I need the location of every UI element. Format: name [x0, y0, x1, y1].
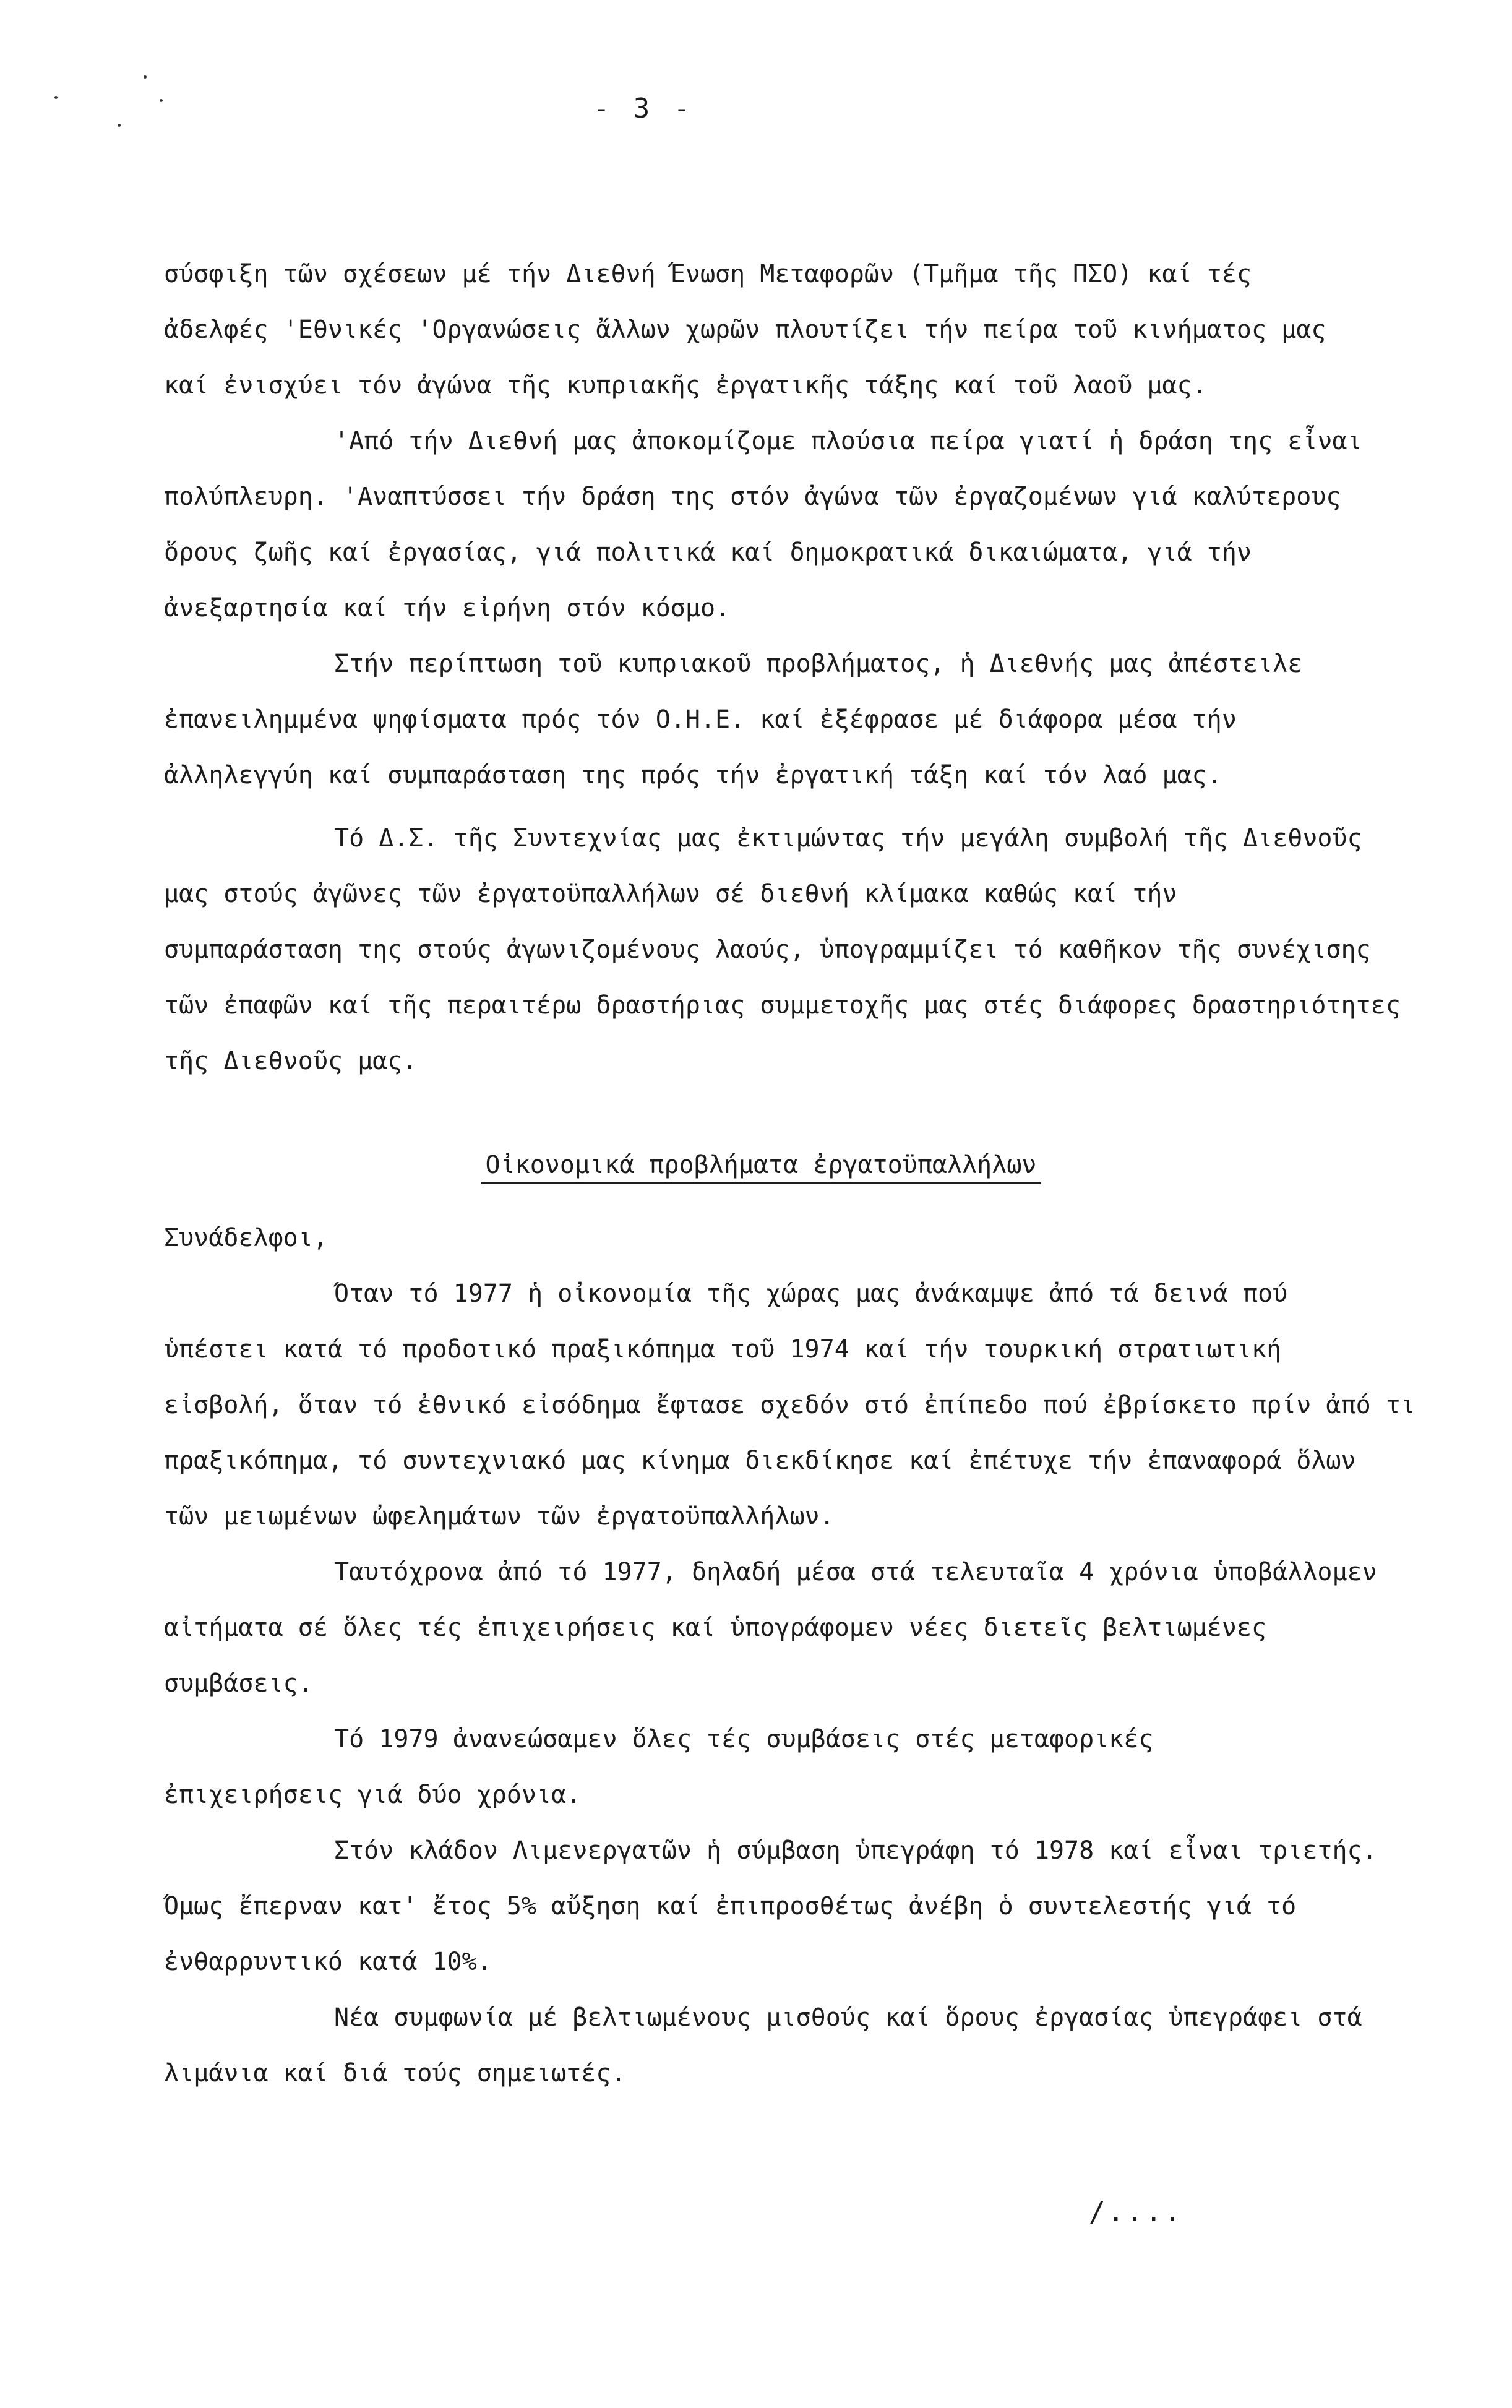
body-text	[164, 246, 1457, 2101]
text-line: ἀδελφές 'Εθνικές 'Οργανώσεις ἄλλων χωρῶν πλουτίζει τήν πείρα τοῦ κινήματος μας	[164, 316, 1326, 344]
text-line: καί ἐνισχύει τόν ἀγώνα τῆς κυπριακῆς ἐργατικῆς τάξης καί τοῦ λαοῦ μας.	[164, 371, 1207, 400]
text-line: λιμάνια καί διά τούς σημειωτές.	[164, 2059, 626, 2088]
text-line: Στόν κλάδον Λιμενεργατῶν ἡ σύμβαση ὑπεγράφη τό 1978 καί εἶναι τριετής.	[334, 1836, 1377, 1865]
text-line: ἀλληλεγγύη καί συμπαράσταση της πρός τήν ἐργατική τάξη καί τόν λαό μας.	[164, 761, 1222, 789]
continuation-mark: /....	[1089, 2196, 1183, 2228]
text-line: αἰτήματα σέ ὅλες τές ἐπιχειρήσεις καί ὑπογράφομεν νέες διετεῖς βελτιωμένες	[164, 1614, 1267, 1642]
text-line: Τό 1979 ἀνανεώσαμεν ὅλες τές συμβάσεις στές μεταφορικές	[334, 1725, 1154, 1753]
text-line: ὅρους ζωῆς καί ἐργασίας, γιά πολιτικά καί δημοκρατικά δικαιώματα, γιά τήν	[164, 538, 1252, 567]
section-heading-row	[164, 1137, 1457, 1193]
text-line: ἀνεξαρτησία καί τήν εἰρήνη στόν κόσμο.	[164, 594, 731, 622]
text-line: 'Από τήν Διεθνή μας ἀποκομίζομε πλούσια πείρα γιατί ἡ δράση της εἶναι	[334, 427, 1362, 455]
scan-speck	[144, 75, 147, 79]
text-line: ἐπιχειρήσεις γιά δύο χρόνια.	[164, 1781, 582, 1809]
section-heading: Οἰκονομικά προβλήματα ἐργατοϋπαλλήλων	[481, 1148, 1040, 1184]
text-line: τῶν μειωμένων ὠφελημάτων τῶν ἐργατοϋπαλλήλων.	[164, 1502, 835, 1531]
text-line: Όμως ἔπερναν κατ' ἔτος 5% αὔξηση καί ἐπιπροσθέτως ἀνέβη ὁ συντελεστής γιά τό	[164, 1892, 1297, 1920]
text-line: ἐνθαρρυντικό κατά 10%.	[164, 1948, 492, 1976]
salutation: Συνάδελφοι,	[164, 1224, 328, 1252]
text-line: Νέα συμφωνία μέ βελτιωμένους μισθούς καί ὅρους ἐργασίας ὑπεγράφει στά	[334, 2003, 1362, 2032]
text-line: Τό Δ.Σ. τῆς Συντεχνίας μας ἐκτιμώντας τήν μεγάλη συμβολή τῆς Διεθνοῦς	[334, 824, 1362, 853]
text-line: συμβάσεις.	[164, 1669, 313, 1698]
text-line: Ταυτόχρονα ἀπό τό 1977, δηλαδή μέσα στά τελευταῖα 4 χρόνια ὑποβάλλομεν	[334, 1558, 1377, 1586]
text-line: Όταν τό 1977 ἡ οἰκονομία τῆς χώρας μας ἀνάκαμψε ἀπό τά δεινά πού	[334, 1279, 1288, 1308]
text-line: πολύπλευρη. 'Αναπτύσσει τήν δράση της στόν ἀγώνα τῶν ἐργαζομένων γιά καλύτερους	[164, 483, 1341, 511]
text-line: σύσφιξη τῶν σχέσεων μέ τήν Διεθνή Ένωση Μεταφορῶν (Τμῆμα τῆς ΠΣΟ) καί τές	[164, 260, 1252, 288]
text-line: ἐπανειλημμένα ψηφίσματα πρός τόν Ο.Η.Ε. καί ἐξέφρασε μέ διάφορα μέσα τήν	[164, 705, 1237, 734]
text-line: πραξικόπημα, τό συντεχνιακό μας κίνημα διεκδίκησε καί ἐπέτυχε τήν ἐπαναφορά ὅλων	[164, 1447, 1356, 1475]
text-line: ὑπέστει κατά τό προδοτικό πραξικόπημα τοῦ 1974 καί τήν τουρκική στρατιωτική	[164, 1335, 1282, 1364]
page-number: - 3 -	[593, 93, 694, 124]
text-line: συμπαράσταση της στούς ἀγωνιζομένους λαούς, ὑπογραμμίζει τό καθῆκον τῆς συνέχισης	[164, 935, 1371, 964]
text-line: εἰσβολή, ὅταν τό ἐθνικό εἰσόδημα ἔφτασε σχεδόν στό ἐπίπεδο πού ἐβρίσκετο πρίν ἀπό τι	[164, 1391, 1415, 1419]
text-line: τῆς Διεθνοῦς μας.	[164, 1047, 418, 1075]
text-line: μας στούς ἀγῶνες τῶν ἐργατοϋπαλλήλων σέ διεθνή κλίμακα καθώς καί τήν	[164, 880, 1177, 908]
text-line: Στήν περίπτωση τοῦ κυπριακοῦ προβλήματος, ἡ Διεθνής μας ἀπέστειλε	[334, 650, 1303, 678]
text-line: τῶν ἐπαφῶν καί τῆς περαιτέρω δραστήριας συμμετοχῆς μας στές διάφορες δραστηριότητες	[164, 991, 1401, 1020]
